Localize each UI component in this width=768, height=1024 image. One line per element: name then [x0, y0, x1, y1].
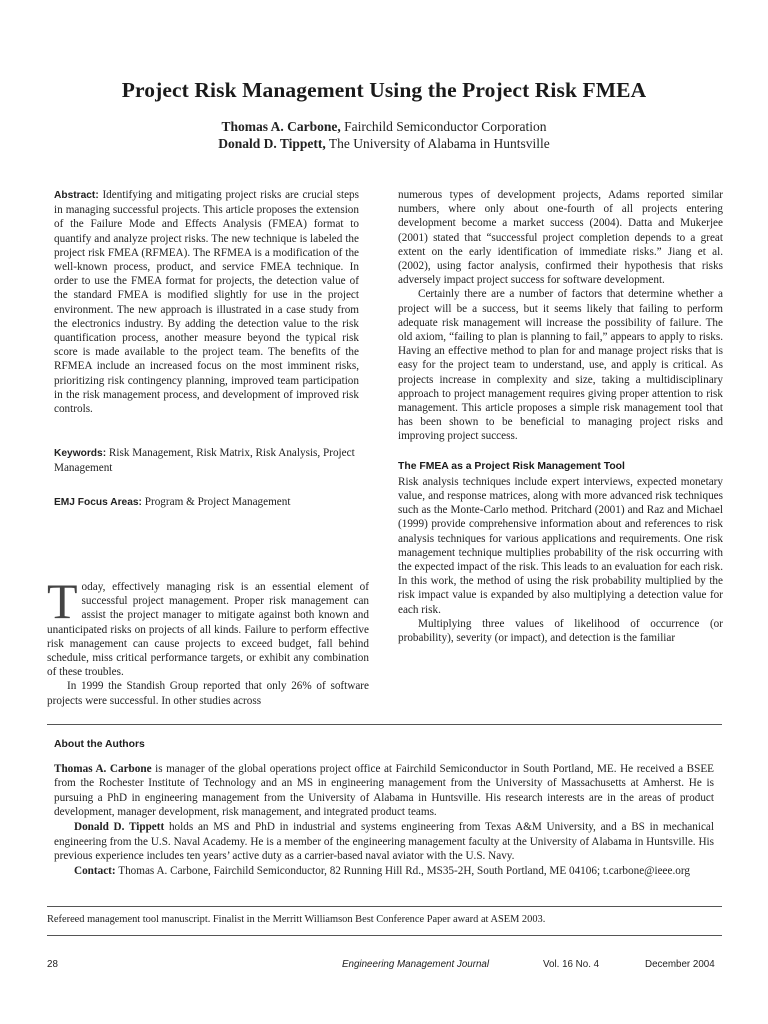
body-paragraph-1: numerous types of development projects, Adams reported similar numbers, where only about one-fourth of all projects entering development become a market success (2004). Datta and Mukerjee (2001) stated that “successful project completion depends to a great extent on the early identification of immediate risks.” Jiang et al. (2002), using factor analysis, confirmed their hypothesis that risks adversely impact project success for software development. — [398, 189, 723, 287]
page-number: 28 — [47, 959, 58, 970]
abstract — [54, 188, 359, 416]
bio-carbone — [54, 762, 714, 820]
intro-paragraph-1 — [47, 573, 369, 679]
journal-name: Engineering Management Journal — [342, 959, 490, 970]
divider — [47, 724, 722, 725]
volume-issue: Vol. 16 No. 4 — [543, 959, 600, 970]
contact-text: Thomas A. Carbone, Fairchild Semiconductor, 82 Running Hill Rd., MS35-2H, South Portland, ME 04106; t.carbone@ieee.org — [115, 864, 690, 877]
introduction — [47, 573, 369, 708]
section-heading: The FMEA as a Project Risk Management Tool — [398, 460, 625, 472]
bio-name: Thomas A. Carbone — [54, 762, 152, 775]
bio-name: Donald D. Tippett — [74, 820, 165, 833]
intro-p1-text: oday, effectively managing risk is an essential element of successful project management. Proper risk management can assist the project manager to mitigate against both known and unanticipated risks on projects of all kinds. Failure to perform effective risk management can cause projects to exceed budget, fall behind schedule, miss critical performance targets, or exhibit any combination of these troubles. — [47, 581, 369, 679]
author-carbone — [40, 119, 728, 135]
author-name: Donald D. Tippett, — [218, 136, 326, 151]
contact-info — [54, 864, 714, 879]
bio-tippett — [54, 820, 714, 864]
paper-title: Project Risk Management Using the Project Risk FMEA — [121, 78, 647, 102]
emj-text: Program & Project Management — [141, 495, 291, 508]
body-paragraph-2: Certainly there are a number of factors that determine whether a project will be a success, but it seems likely that failing to perform adequate risk management will increase the possibility of failure. The old axiom, “failing to plan is planning to fail,” appears to apply to risks. Having an effective method to plan for and manage project risks that is easy for the project team to understand, use, and apply is critical. As projects increase in complexity and size, taking a multidisciplinary approach to project management requires giving proper attention to risk management. This article proposes a simple risk management tool that has been shown to be beneficial to managing project risks and improving project success. — [398, 288, 723, 443]
keywords-label: Keywords: — [54, 448, 107, 460]
contact-label: Contact: — [74, 864, 116, 877]
bio-text: is manager of the global operations project office at Fairchild Semiconductor in South Portland, ME. He received a BSEE from the Rochester Institute of Technology and an MS in engineering management from the University of Massachusetts at Amherst. He is pursuing a PhD in engineering management from the University of Alabama in Huntsville. His research interests are in the areas of product development, manager development, risk management, and integrated product teams. — [54, 762, 714, 819]
emj-focus-areas — [54, 495, 359, 510]
drop-cap: T — [47, 573, 78, 629]
about-the-authors — [54, 738, 714, 878]
keywords — [54, 446, 359, 475]
intro-paragraph-2: In 1999 the Standish Group reported that only 26% of software projects were successful. In other studies across — [47, 680, 369, 707]
abstract-text: Identifying and mitigating project risks are crucial steps in managing successful projects. This article proposes the extension of the Failure Mode and Effects Analysis (FMEA) format to quantify and analyze project risks. The new technique is labeled the project risk FMEA (RFMEA). The RFMEA is a modification of the well-known process, product, and service FMEA technique. In order to use the FMEA format for projects, the detection value of the standard FMEA is modified slightly for use in the project environment. The new approach is illustrated in a case study from the electronics industry. By adding the detection value to the risk quantification process, another measure beyond the typical risk score is made available to the project team. The benefits of the RFMEA include an increased focus on the most imminent risks, prioritizing risk contingency planning, improved team participation in the risk management process, and development of improved risk controls. — [54, 189, 359, 416]
about-heading: About the Authors — [54, 739, 145, 750]
body-paragraph-4: Multiplying three values of likelihood of occurrence (or probability), severity (or impact), and detection is the familiar — [398, 617, 723, 645]
left-column-front-matter — [54, 188, 359, 510]
body-paragraph-3: Risk analysis techniques include expert interviews, expected monetary value, and response matrices, along with more advanced risk techniques such as the Monte-Carlo method. Pritchard (2001) and Raz and Michael (1999) provide comprehensive information about and references to risk analysis techniques for various applications and requirements. One risk management technique multiplies probability of the risk occurring with the expected impact of the risk. This leads to an evaluation for each risk. In this work, the method of using the risk probability multiplied by the risk impact value is expanded by also multiplying a detection value for each risk. — [398, 475, 723, 616]
author-affiliation: Fairchild Semiconductor Corporation — [340, 119, 547, 134]
abstract-label: Abstract: — [54, 190, 99, 201]
emj-label: EMJ Focus Areas: — [54, 496, 142, 508]
keywords-text: Risk Management, Risk Matrix, Risk Analysis, Project Management — [54, 447, 355, 475]
author-tippett — [40, 136, 728, 152]
author-affiliation: The University of Alabama in Huntsville — [325, 136, 550, 151]
author-name: Thomas A. Carbone, — [221, 119, 341, 134]
divider — [47, 935, 722, 936]
divider — [47, 906, 722, 907]
bio-text: holds an MS and PhD in industrial and systems engineering from Texas A&M University, and a BS in mechanical engineering from the U.S. Naval Academy. He is a member of the engineering management faculty at the University of Alabama in Huntsville. His previous experience includes ten years’ active duty as a carrier-based naval aviator with the U.S. Navy. — [54, 820, 714, 863]
right-column-body — [398, 188, 723, 645]
refereed-note: Refereed management tool manuscript. Finalist in the Merritt Williamson Best Conference Paper award at ASEM 2003. — [47, 914, 546, 925]
issue-date: December 2004 — [645, 959, 715, 970]
